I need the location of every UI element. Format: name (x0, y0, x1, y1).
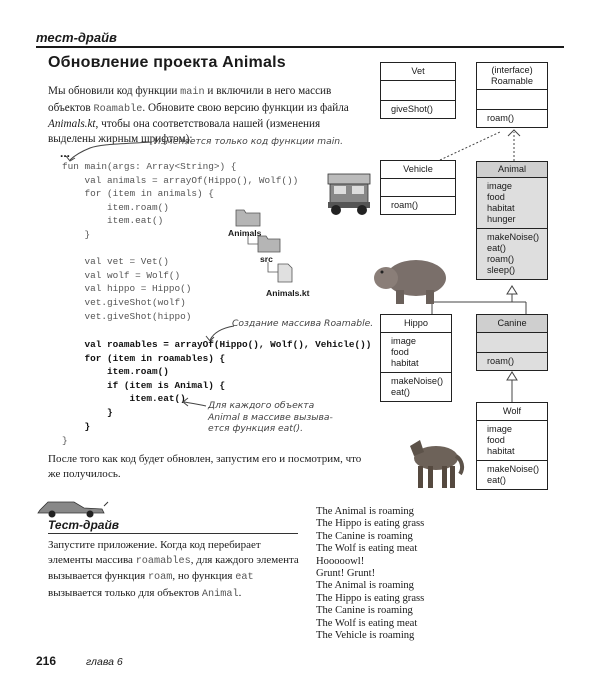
code-closing-brace: } (62, 435, 68, 446)
code-line: } (62, 228, 91, 240)
td-text: , для каждого элемента вызывается функция (48, 553, 299, 582)
uml-class-animal (476, 161, 548, 280)
uml-field: habitat (391, 358, 419, 368)
intro-code-roamable: Roamable (93, 103, 143, 115)
code-ellipsis: ... (60, 146, 71, 160)
annotation-line: ется функция eat(). (208, 423, 303, 434)
uml-methods (477, 461, 547, 489)
td-code-animal: Animal (201, 588, 239, 600)
code-line-bold: } (62, 420, 91, 432)
annotation-line: Для каждого объекта (208, 400, 315, 411)
uml-interface-name: Roamable (491, 76, 533, 86)
annotation-line: Animal в массиве вызыва- (208, 411, 333, 423)
uml-method: roam() (487, 254, 515, 264)
output-line: Grunt! Grunt! (316, 568, 376, 580)
uml-class-canine (476, 314, 548, 371)
uml-method: makeNoise() (487, 464, 540, 474)
uml-methods (381, 101, 455, 118)
uml-class-name (477, 63, 547, 90)
code-line-bold: for (item in roamables) { (62, 352, 226, 364)
page-number: 216 (36, 654, 57, 668)
uml-class-name: Vet (381, 63, 455, 81)
folder-label-animals: Animals (228, 228, 262, 238)
td-text: . (238, 586, 242, 599)
output-line: The Canine is roaming (316, 530, 413, 542)
section-title: Обновление проекта Animals (48, 54, 286, 71)
uml-methods (381, 373, 451, 401)
code-line: vet.giveShot(wolf) (62, 296, 186, 308)
intro-text: , чтобы она соответствовала нашей (изменения выделены жирным шрифтом): (48, 118, 321, 145)
td-code-roamables: roamables (135, 555, 191, 567)
td-code-roam: roam (147, 572, 173, 583)
after-code-paragraph: После того как код будет обновлен, запустим его и посмотрим, что же получилось. (48, 453, 362, 480)
td-code-eat: eat (235, 572, 254, 583)
intro-code-main: main (180, 87, 205, 98)
output-line: The Wolf is eating meat (316, 543, 418, 555)
output-line: The Animal is roaming (316, 506, 414, 517)
intro-text: и включили в него массив объектов (48, 85, 332, 114)
td-text: , но функция (172, 570, 236, 582)
car-icon (34, 496, 110, 518)
uml-method: makeNoise() (487, 232, 540, 242)
output-line: The Animal is roaming (316, 580, 414, 592)
code-line-bold: val roamables = arrayOf(Hippo(), Wolf(), Vehicle()) (62, 339, 372, 350)
intro-file: Animals.kt (48, 118, 96, 130)
uml-field: food (487, 192, 505, 202)
uml-fields-empty (381, 179, 455, 197)
code-line-bold: item.eat() (62, 393, 186, 405)
uml-class-name: Vehicle (381, 161, 455, 179)
chapter-label: глава 6 (86, 656, 123, 668)
code-line: fun main(args: Array<String>) { (62, 161, 237, 172)
uml-methods (477, 353, 547, 370)
uml-methods (477, 229, 547, 279)
code-line: val animals = arrayOf(Hippo(), Wolf()) (62, 174, 299, 186)
uml-class-hippo (380, 314, 452, 402)
uml-methods (381, 197, 455, 214)
uml-fields-empty (477, 333, 547, 353)
uml-field: food (487, 435, 505, 445)
code-line: val wolf = Wolf() (62, 269, 181, 281)
file-label-animals-kt: Animals.kt (266, 288, 310, 298)
uml-method: eat() (391, 387, 410, 397)
uml-field: hunger (487, 214, 516, 224)
uml-field: food (391, 347, 409, 357)
code-line: for (item in animals) { (62, 188, 214, 200)
running-header: тест-драйв (36, 30, 117, 45)
code-line: item.eat() (62, 215, 164, 227)
code-line-bold: item.roam() (62, 366, 169, 378)
uml-methods (477, 110, 547, 127)
uml-method: eat() (487, 243, 506, 253)
uml-method: roam() (391, 200, 419, 210)
uml-fields (477, 421, 547, 461)
uml-field: habitat (487, 203, 515, 213)
test-drive-paragraph (48, 538, 303, 602)
vehicle-illustration (324, 164, 374, 218)
uml-field: image (391, 336, 417, 346)
output-line: The Hippo is eating grass (316, 518, 425, 530)
intro-text: . Обновите свою версию функции из файла (142, 101, 349, 114)
td-text: Запустите приложение. Когда код перебирает элементы массива (48, 539, 261, 566)
uml-class-name: Wolf (477, 403, 547, 421)
uml-method: sleep() (487, 265, 516, 275)
uml-method: makeNoise() (391, 376, 444, 386)
code-line-bold: } (62, 406, 113, 418)
uml-field: habitat (487, 446, 515, 456)
uml-class-vet (380, 62, 456, 119)
annotation-create-array: Создание массива Roamable. (232, 318, 374, 329)
annotation-main-only: Изменяется только код функции main. (154, 136, 344, 147)
intro-text: Мы обновили код функции (48, 85, 181, 97)
code-line: val hippo = Hippo() (62, 283, 192, 295)
code-line: vet.giveShot(hippo) (62, 310, 192, 322)
wolf-illustration (402, 428, 466, 496)
uml-fields-empty (477, 90, 547, 110)
hippo-illustration (372, 252, 452, 308)
uml-interface-roamable (476, 62, 548, 128)
uml-class-wolf (476, 402, 548, 490)
uml-method: roam() (487, 356, 515, 366)
uml-method: giveShot() (391, 104, 433, 114)
uml-method: roam() (487, 113, 515, 123)
output-line: The Wolf is eating meat (316, 617, 418, 629)
uml-fields-empty (381, 81, 455, 101)
output-line: The Hippo is eating grass (316, 592, 425, 604)
folder-label-src: src (260, 254, 273, 264)
uml-stereotype: (interface) (491, 65, 533, 75)
uml-class-name: Animal (477, 162, 547, 178)
output-line: The Vehicle is roaming (316, 630, 415, 642)
code-line-bold: if (item is Animal) { (62, 379, 226, 391)
uml-class-name: Canine (477, 315, 547, 333)
output-line: Hooooowl! (316, 555, 365, 567)
uml-fields (381, 333, 451, 373)
uml-class-name: Hippo (381, 315, 451, 333)
uml-method: eat() (487, 475, 506, 485)
td-text: вызывается только для объектов (48, 586, 202, 599)
test-drive-title: Тест-драйв (48, 518, 120, 532)
test-drive-rule (48, 533, 298, 534)
program-output (316, 506, 424, 642)
uml-field: image (487, 424, 513, 434)
code-line: item.roam() (62, 201, 169, 213)
output-line: The Canine is roaming (316, 605, 413, 617)
uml-class-vehicle (380, 160, 456, 215)
code-line: val vet = Vet() (62, 256, 169, 268)
uml-fields (477, 178, 547, 229)
uml-field: image (487, 181, 513, 191)
